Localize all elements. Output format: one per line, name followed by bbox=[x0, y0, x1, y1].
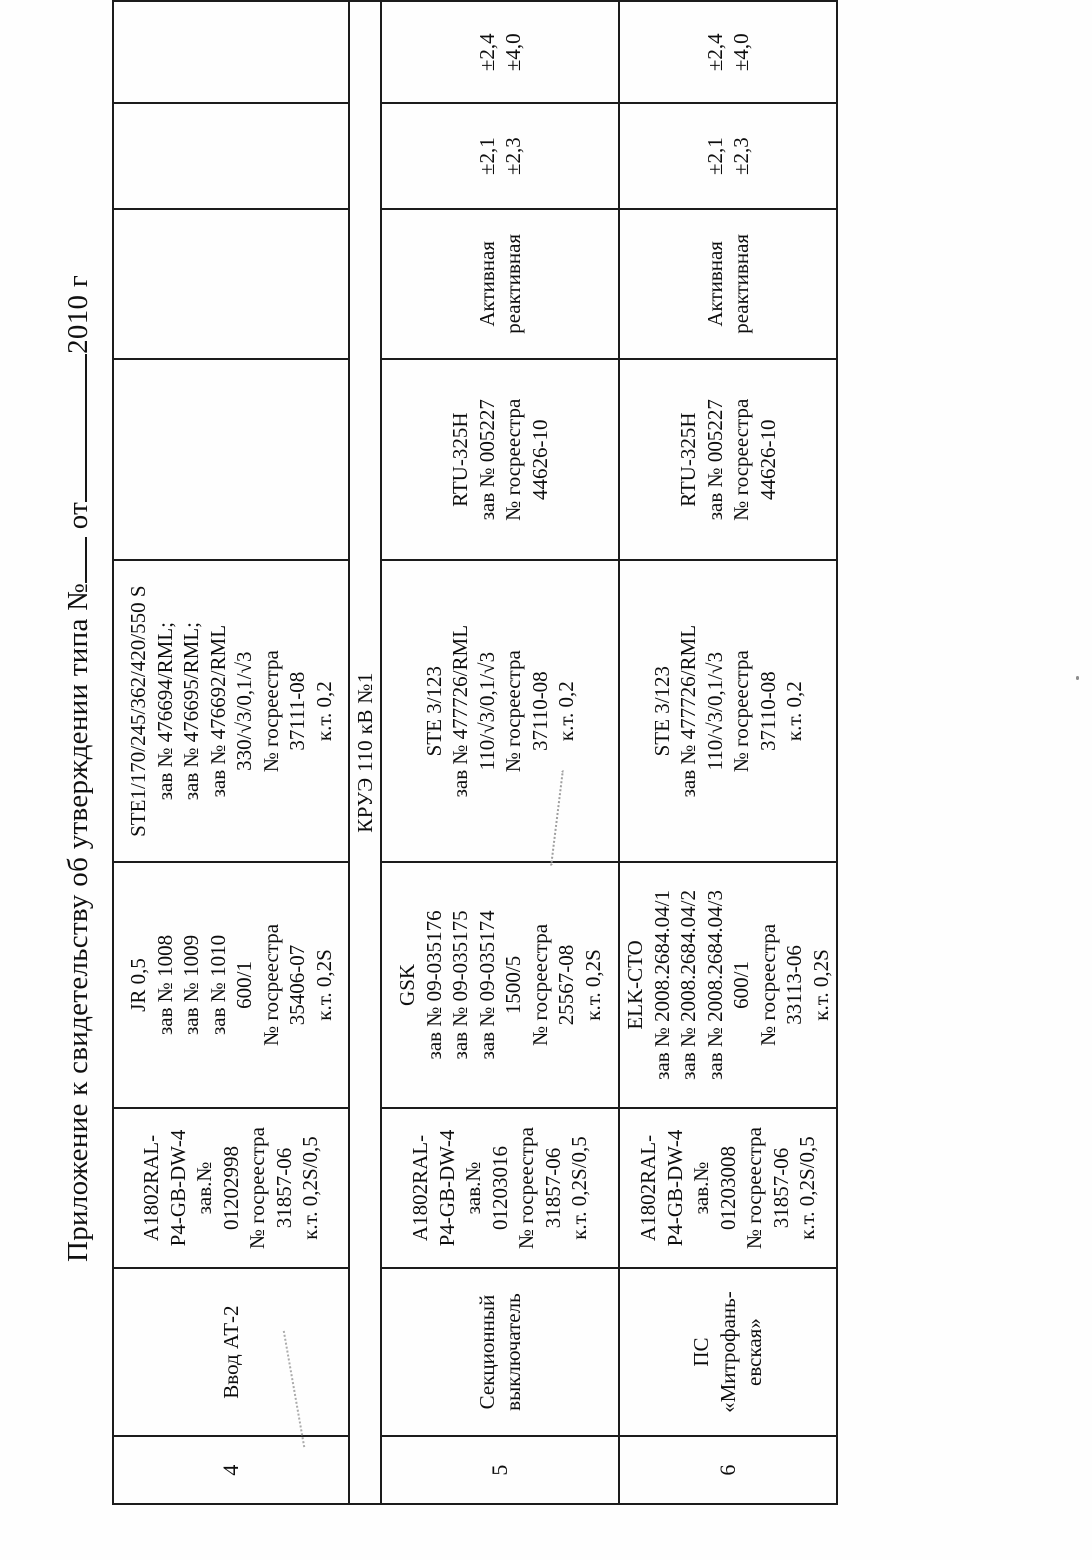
meter-cell: A1802RAL- P4-GB-DW-4 зав.№ 01202998 № госреестра 31857-06 к.т. 0,2S/0,5 bbox=[113, 1108, 349, 1268]
section-header-cell: КРУЭ 110 кВ №1 bbox=[349, 1, 381, 1504]
voltage-transformer-cell: STE1/170/245/362/420/550 S зав № 476694/RML; зав № 476695/RML; зав № 476692/RML 330/√3/0,1/√3 № госреестра 37111-08 к.т. 0,2 bbox=[113, 561, 349, 862]
current-transformer-cell: JR 0,5 зав № 1008 зав № 1009 зав № 1010 600/1 № госреестра 35406-07 к.т. 0,2S bbox=[113, 862, 349, 1108]
energy-type-cell: Активная реактивная bbox=[381, 209, 619, 359]
rtu-device-cell: RTU-325H зав № 005227 № госреестра 44626-10 bbox=[381, 359, 619, 561]
table-row-5 bbox=[381, 1, 619, 1504]
scan-artifact bbox=[1076, 676, 1079, 680]
header-from-label: от bbox=[62, 501, 94, 530]
blank-line-date bbox=[56, 354, 87, 502]
energy-type-cell: Активная реактивная bbox=[619, 209, 837, 359]
connection-name-cell: Ввод АТ-2 bbox=[113, 1268, 349, 1436]
header-title: Приложение к свидетельству об утверждении типа № bbox=[62, 582, 94, 1262]
error-total-cell: ±2,4 ±4,0 bbox=[619, 1, 837, 103]
row-number-cell: 6 bbox=[619, 1436, 837, 1504]
current-transformer-cell: GSK зав № 09-035176 зав № 09-035175 зав № 09-035174 1500/5 № госреестра 25567-08 к.т. 0,2S bbox=[381, 862, 619, 1108]
table-row-6 bbox=[619, 1, 837, 1504]
header-year: 2010 г bbox=[62, 274, 94, 354]
current-transformer-cell: ELK-CTO зав № 2008.2684.04/1 зав № 2008.2684.04/2 зав № 2008.2684.04/3 600/1 № госреестра 33113-06 к.т. 0,2S bbox=[619, 862, 837, 1108]
table-row-4 bbox=[113, 1, 349, 1504]
row-number-cell: 4 bbox=[113, 1436, 349, 1504]
rtu-device-cell: RTU-325H зав № 005227 № госреестра 44626-10 bbox=[619, 359, 837, 561]
error-total-cell bbox=[113, 1, 349, 103]
blank-line-type-number bbox=[56, 537, 87, 583]
voltage-transformer-cell: STE 3/123 зав № 477726/RML 110/√3/0,1/√3 № госреестра 37110-08 к.т. 0,2 bbox=[381, 561, 619, 862]
meter-cell: A1802RAL- P4-GB-DW-4 зав.№ 01203008 № госреестра 31857-06 к.т. 0,2S/0,5 bbox=[619, 1108, 837, 1268]
energy-type-cell bbox=[113, 209, 349, 359]
document-header bbox=[56, 275, 98, 1262]
error-basic-cell: ±2,1 ±2,3 bbox=[381, 103, 619, 208]
section-header-row bbox=[349, 1, 381, 1504]
error-basic-cell: ±2,1 ±2,3 bbox=[619, 103, 837, 208]
error-total-cell: ±2,4 ±4,0 bbox=[381, 1, 619, 103]
meter-cell: A1802RAL- P4-GB-DW-4 зав.№ 01203016 № госреестра 31857-06 к.т. 0,2S/0,5 bbox=[381, 1108, 619, 1268]
rtu-device-cell bbox=[113, 359, 349, 561]
row-number-cell: 5 bbox=[381, 1436, 619, 1504]
connection-name-cell: Секционный выключатель bbox=[381, 1268, 619, 1436]
connection-name-cell: ПС «Митрофань- евская» bbox=[619, 1268, 837, 1436]
error-basic-cell bbox=[113, 103, 349, 208]
metering-equipment-table bbox=[112, 0, 838, 1505]
voltage-transformer-cell: STE 3/123 зав № 477726/RML 110/√3/0,1/√3 № госреестра 37110-08 к.т. 0,2 bbox=[619, 561, 837, 862]
